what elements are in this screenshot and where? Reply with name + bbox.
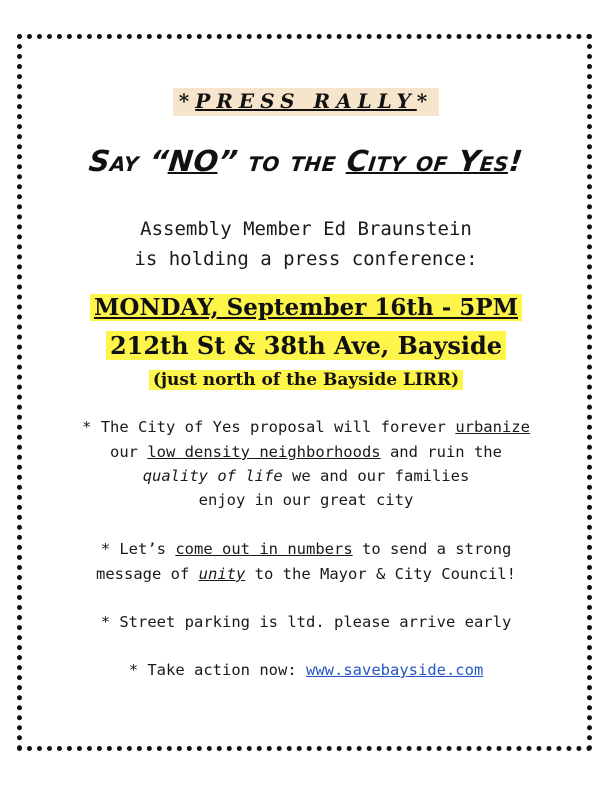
headline: Say “NO” to the City of Yes! bbox=[87, 144, 525, 178]
savebayside-link[interactable]: www.savebayside.com bbox=[306, 661, 484, 679]
bullet-1-line-2: our low density neighborhoods and ruin the bbox=[110, 443, 502, 461]
headline-no: NO bbox=[167, 144, 221, 178]
event-date: MONDAY, September 16th - 5PM bbox=[0, 294, 612, 321]
bullet-3: * Street parking is ltd. please arrive early bbox=[100, 613, 512, 631]
press-rally-label: *PRESS RALLY* bbox=[173, 88, 440, 116]
press-rally-tag bbox=[0, 88, 612, 116]
event-location-note: (just north of the Bayside LIRR) bbox=[0, 370, 612, 390]
intro-line-2: is holding a press conference: bbox=[134, 248, 478, 270]
bullet-2-line-2: message of unity to the Mayor & City Council! bbox=[96, 565, 516, 583]
event-location: 212th St & 38th Ave, Bayside bbox=[0, 331, 612, 360]
bullet-2-line-1: * Let’s come out in numbers to send a strong bbox=[100, 540, 512, 558]
bullet-1-line-1: * The City of Yes proposal will forever urbanize bbox=[82, 418, 530, 436]
headline-city-of-yes: City of Yes bbox=[345, 144, 512, 178]
bullet-4: * Take action now: www.savebayside.com bbox=[128, 661, 484, 679]
intro-line-1: Assembly Member Ed Braunstein bbox=[140, 218, 472, 240]
bullet-1-line-3: quality of life we and our families bbox=[142, 467, 470, 485]
bullet-1-line-4: enjoy in our great city bbox=[198, 491, 414, 509]
dotted-border bbox=[17, 34, 592, 751]
